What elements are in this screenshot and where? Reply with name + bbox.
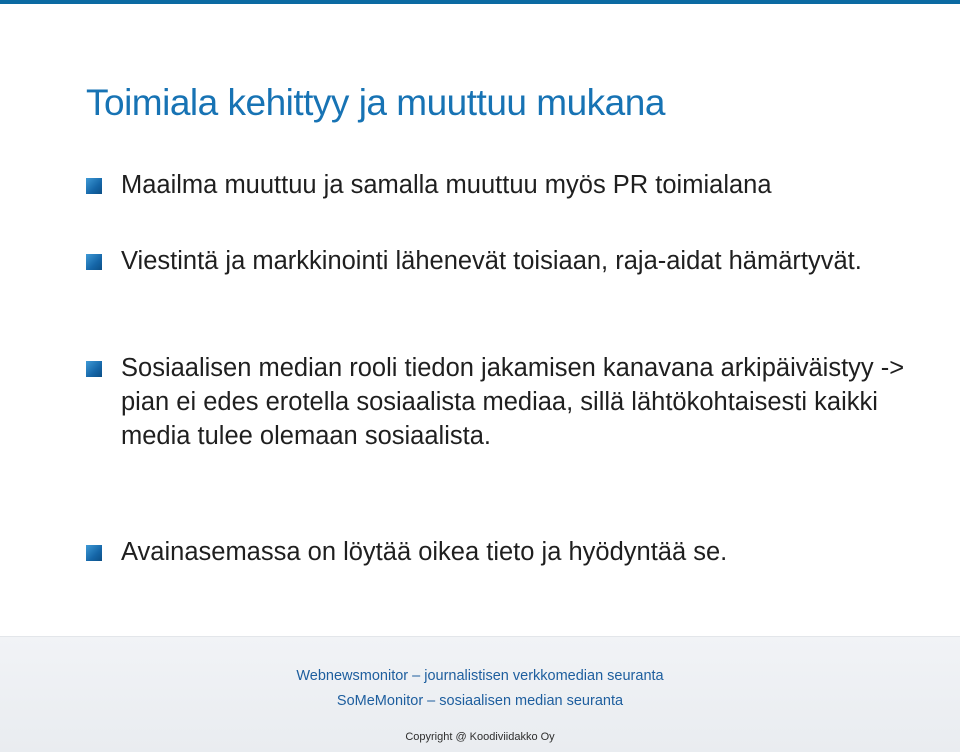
- square-bullet-icon: [86, 254, 102, 270]
- copyright-text: Copyright @ Koodiviidakko Oy: [405, 731, 555, 743]
- bullet-text: Sosiaalisen median rooli tiedon jakamisen kanavana arkipäiväistyy -> pian ei edes erotella sosiaalista mediaa, sillä lähtökohtaisesti kaikki media tulee olemaan sosiaalista.: [121, 354, 905, 450]
- top-accent-bar: [0, 0, 960, 4]
- bullet-text: Avainasemassa on löytää oikea tieto ja hyödyntää se.: [121, 538, 728, 566]
- square-bullet-icon: [86, 178, 102, 194]
- slide-title: Toimiala kehittyy ja muuttuu mukana: [86, 82, 665, 123]
- footer: [0, 636, 960, 752]
- bullet-text: Maailma muuttuu ja samalla muuttuu myös PR toimialana: [121, 171, 772, 199]
- square-bullet-icon: [86, 361, 102, 377]
- footer-link-somemonitor[interactable]: SoMeMonitor – sosiaalisen median seuranta: [336, 693, 624, 709]
- square-bullet-icon: [86, 545, 102, 561]
- bullet-text: Viestintä ja markkinointi lähenevät toisiaan, raja-aidat hämärtyvät.: [121, 247, 862, 275]
- footer-link-webnewsmonitor[interactable]: Webnewsmonitor – journalistisen verkkomedian seuranta: [296, 668, 664, 684]
